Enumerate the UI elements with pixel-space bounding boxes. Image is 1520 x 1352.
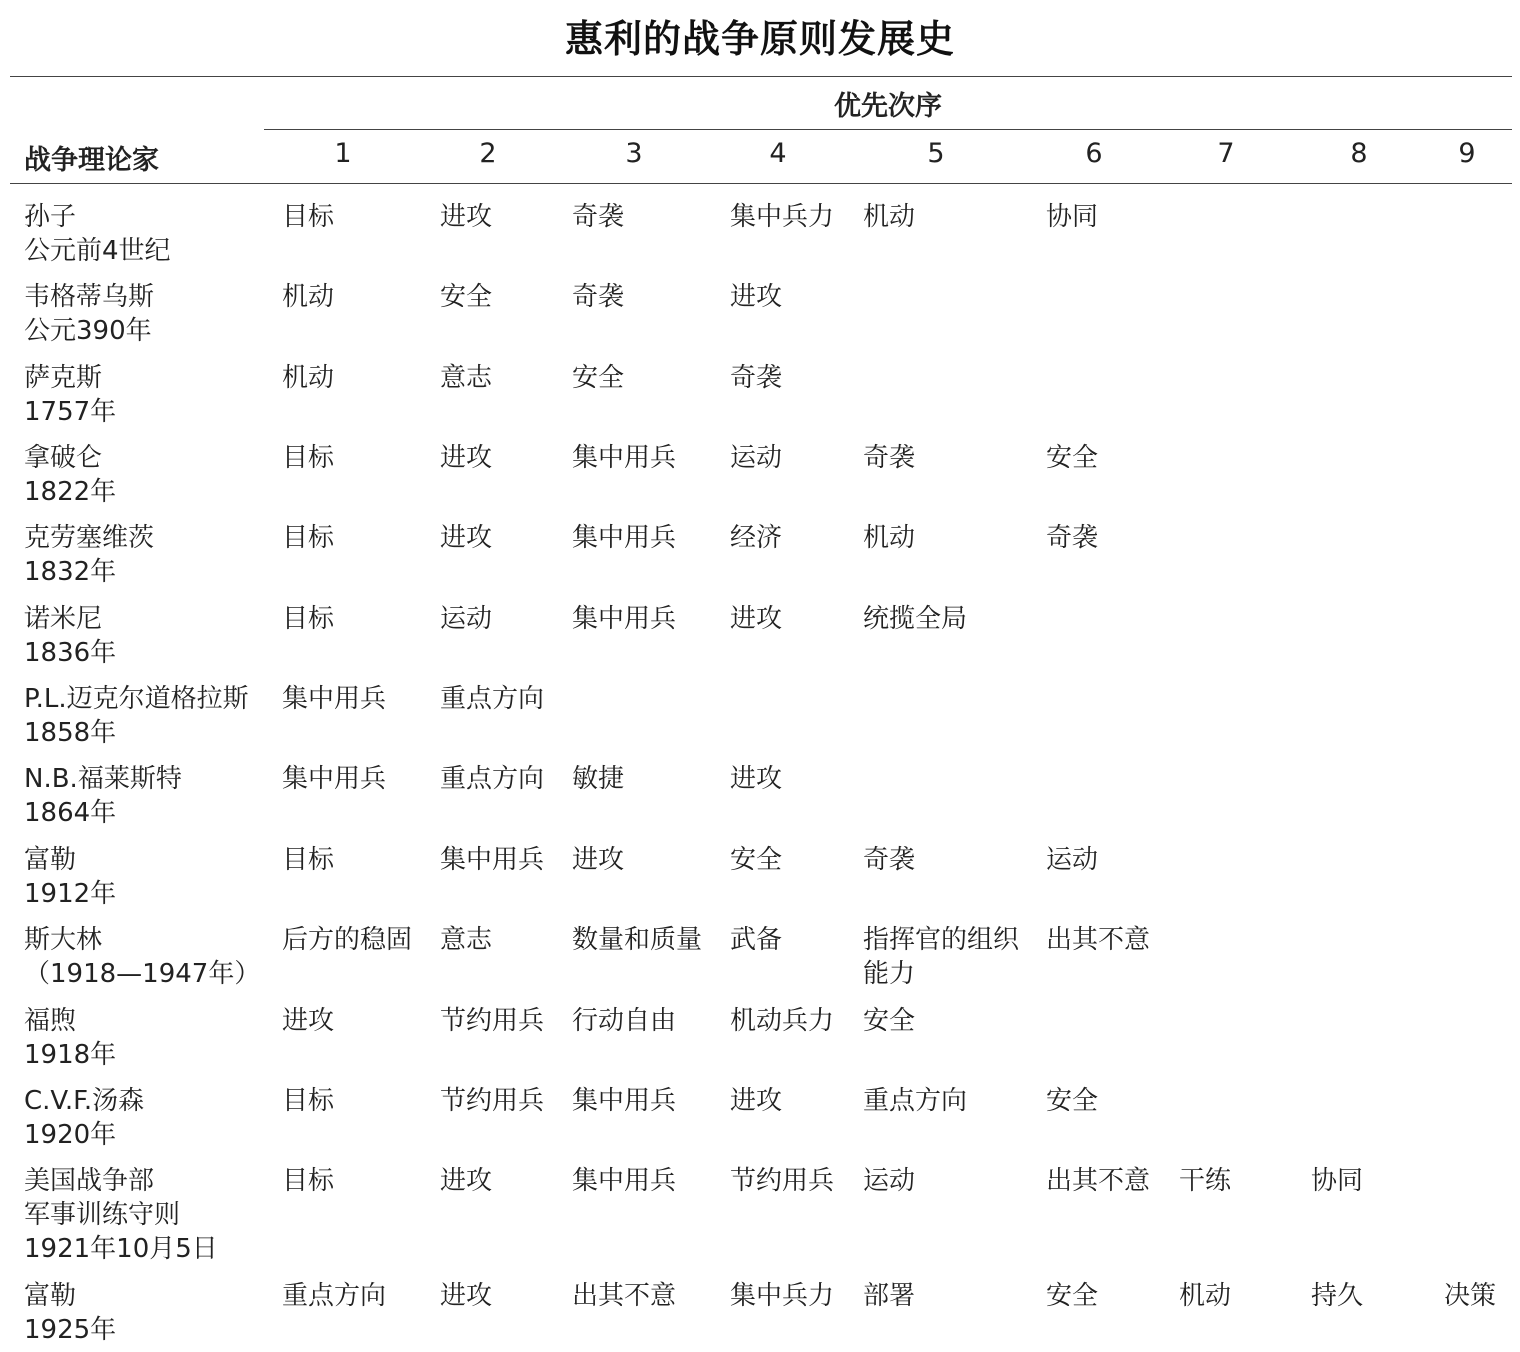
- principle-cell: 集中用兵: [440, 845, 545, 875]
- principle-cell: 意志: [440, 925, 493, 955]
- principle-cell: 进攻: [440, 523, 493, 553]
- principle-cell: 机动: [863, 202, 916, 232]
- column-number: 8: [1350, 138, 1368, 169]
- principle-cell: 奇袭: [863, 845, 916, 875]
- column-number: 4: [769, 138, 787, 169]
- principle-cell: 进攻: [440, 443, 493, 473]
- principle-cell: 经济: [730, 523, 783, 553]
- principle-cell: 出其不意: [1046, 1166, 1151, 1196]
- principle-cell: 机动: [863, 523, 916, 553]
- principle-cell: 集中用兵: [282, 684, 387, 714]
- theorist-name: 克劳塞维茨 1832年: [24, 523, 155, 587]
- principle-cell: 集中兵力: [730, 202, 835, 232]
- principle-cell: 奇袭: [730, 363, 783, 393]
- principle-cell: 节约用兵: [730, 1166, 835, 1196]
- principle-cell: 目标: [282, 1166, 335, 1196]
- priority-rule: [264, 129, 1512, 130]
- principle-cell: 进攻: [730, 604, 783, 634]
- principle-cell: 运动: [730, 443, 783, 473]
- theorist-name: 福煦 1918年: [24, 1006, 117, 1070]
- principle-cell: 进攻: [730, 764, 783, 794]
- principle-cell: 节约用兵: [440, 1086, 545, 1116]
- principle-cell: 统揽全局: [863, 604, 968, 634]
- principle-cell: 意志: [440, 363, 493, 393]
- principle-cell: 安全: [1046, 443, 1099, 473]
- theorist-name: 诺米尼 1836年: [24, 604, 117, 668]
- theorist-name: 孙子 公元前4世纪: [24, 202, 171, 266]
- principle-cell: 数量和质量: [572, 925, 703, 955]
- theorist-name: 萨克斯 1757年: [24, 363, 117, 427]
- column-number: 3: [625, 138, 643, 169]
- principle-cell: 目标: [282, 443, 335, 473]
- top-rule: [10, 76, 1512, 77]
- column-number: 6: [1085, 138, 1103, 169]
- principle-cell: 协同: [1046, 202, 1099, 232]
- principle-cell: 机动兵力: [730, 1006, 835, 1036]
- principle-cell: 进攻: [440, 1281, 493, 1311]
- column-number: 1: [334, 138, 352, 169]
- principle-cell: 敏捷: [572, 764, 625, 794]
- principle-cell: 集中用兵: [572, 1166, 677, 1196]
- principle-cell: 集中用兵: [572, 604, 677, 634]
- principle-cell: 出其不意: [1046, 925, 1151, 955]
- principle-cell: 目标: [282, 523, 335, 553]
- principle-cell: 目标: [282, 1086, 335, 1116]
- principle-cell: 安全: [863, 1006, 916, 1036]
- theorist-name: 拿破仑 1822年: [24, 443, 117, 507]
- principle-cell: 出其不意: [572, 1281, 677, 1311]
- principle-cell: 重点方向: [863, 1086, 968, 1116]
- principle-cell: 部署: [863, 1281, 916, 1311]
- principle-cell: 进攻: [730, 282, 783, 312]
- principle-cell: 运动: [440, 604, 493, 634]
- principle-cell: 干练: [1179, 1166, 1232, 1196]
- principle-cell: 安全: [1046, 1281, 1099, 1311]
- principle-cell: 进攻: [730, 1086, 783, 1116]
- principle-cell: 集中用兵: [572, 443, 677, 473]
- principle-cell: 重点方向: [440, 684, 545, 714]
- theorist-header: 战争理论家: [24, 145, 159, 176]
- principle-cell: 进攻: [572, 845, 625, 875]
- column-number: 9: [1458, 138, 1476, 169]
- principle-cell: 进攻: [440, 1166, 493, 1196]
- priority-header: 优先次序: [834, 91, 942, 122]
- principle-cell: 集中兵力: [730, 1281, 835, 1311]
- column-number: 7: [1217, 138, 1235, 169]
- principle-cell: 重点方向: [440, 764, 545, 794]
- principle-cell: 节约用兵: [440, 1006, 545, 1036]
- header-rule: [10, 183, 1512, 184]
- principle-cell: 奇袭: [572, 202, 625, 232]
- principle-cell: 集中用兵: [572, 1086, 677, 1116]
- principle-cell: 进攻: [440, 202, 493, 232]
- principle-cell: 机动: [1179, 1281, 1232, 1311]
- principle-cell: 奇袭: [1046, 523, 1099, 553]
- principle-cell: 运动: [1046, 845, 1099, 875]
- theorist-name: P.L.迈克尔道格拉斯 1858年: [24, 684, 249, 748]
- principle-cell: 集中用兵: [282, 764, 387, 794]
- principle-cell: 机动: [282, 363, 335, 393]
- theorist-name: 韦格蒂乌斯 公元390年: [24, 282, 155, 346]
- principle-cell: 机动: [282, 282, 335, 312]
- principle-cell: 运动: [863, 1166, 916, 1196]
- page-title: 惠利的战争原则发展史: [564, 16, 955, 61]
- principle-cell: 目标: [282, 202, 335, 232]
- principle-cell: 集中用兵: [572, 523, 677, 553]
- theorist-name: 美国战争部 军事训练守则 1921年10月5日: [24, 1166, 218, 1264]
- principle-cell: 持久: [1311, 1281, 1364, 1311]
- theorist-name: 富勒 1912年: [24, 845, 117, 909]
- theorist-name: 斯大林 （1918—1947年）: [24, 925, 261, 989]
- principle-cell: 后方的稳固: [282, 925, 413, 955]
- principle-cell: 奇袭: [863, 443, 916, 473]
- theorist-name: C.V.F.汤森 1920年: [24, 1086, 145, 1150]
- principle-cell: 协同: [1311, 1166, 1364, 1196]
- principle-cell: 安全: [730, 845, 783, 875]
- principle-cell: 奇袭: [572, 282, 625, 312]
- principle-cell: 重点方向: [282, 1281, 387, 1311]
- principle-cell: 行动自由: [572, 1006, 677, 1036]
- theorist-name: 富勒 1925年: [24, 1281, 117, 1345]
- principle-cell: 目标: [282, 604, 335, 634]
- principle-cell: 决策: [1444, 1281, 1497, 1311]
- principle-cell: 安全: [440, 282, 493, 312]
- principle-cell: 目标: [282, 845, 335, 875]
- principle-cell: 安全: [1046, 1086, 1099, 1116]
- principle-cell: 安全: [572, 363, 625, 393]
- principle-cell: 进攻: [282, 1006, 335, 1036]
- column-number: 2: [479, 138, 497, 169]
- principle-cell: 武备: [730, 925, 783, 955]
- theorist-name: N.B.福莱斯特 1864年: [24, 764, 182, 828]
- principle-cell: 指挥官的组织 能力: [863, 925, 1020, 989]
- column-number: 5: [927, 138, 945, 169]
